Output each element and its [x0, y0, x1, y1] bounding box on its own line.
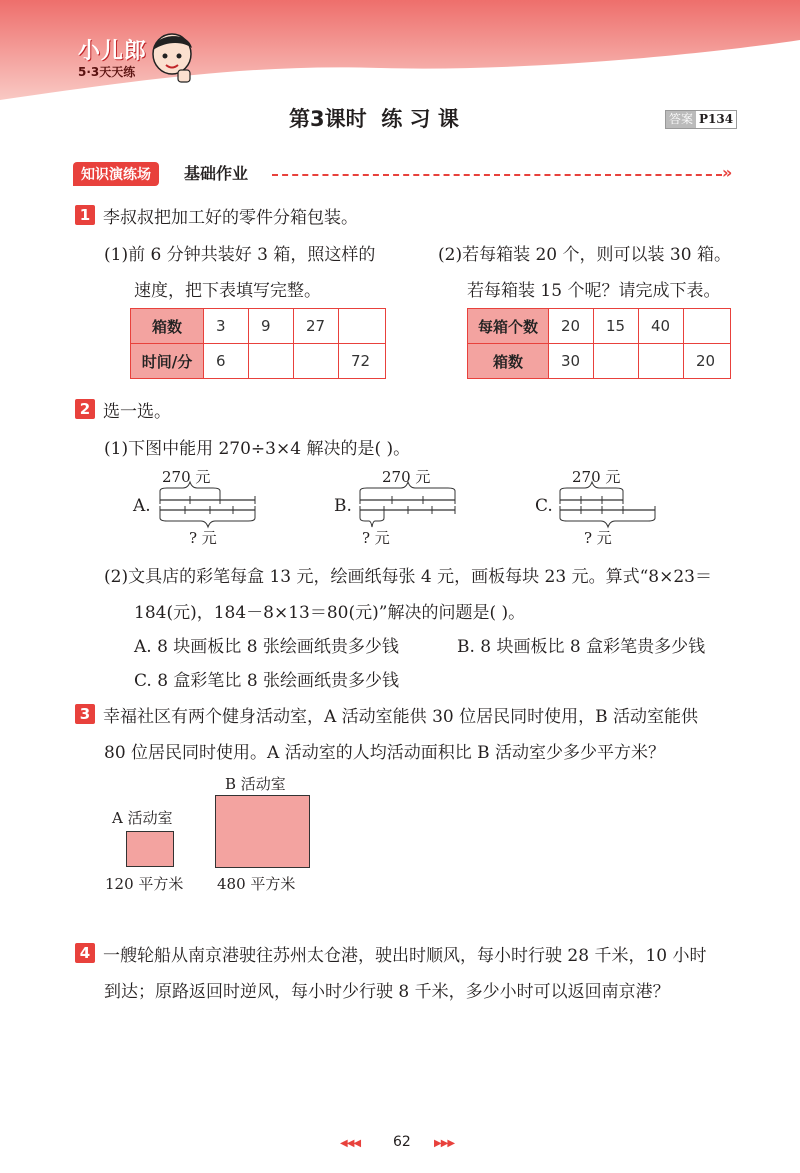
- q2-option-c: C. 8 盒彩笔比 8 张绘画纸贵多少钱: [134, 671, 400, 691]
- q2-part2-line1: (2)文具店的彩笔每盒 13 元，绘画纸每张 4 元，画板每块 23 元。算式“8×23＝: [104, 567, 712, 587]
- room-a-area: 120 平方米: [105, 875, 184, 893]
- answer-reference: [665, 110, 737, 129]
- option-letter: C.: [535, 496, 553, 516]
- q4-line2: 到达；原路返回时逆风，每小时少行驶 8 千米，多少小时可以返回南京港？: [104, 982, 670, 1002]
- q1-table-count-boxes: [467, 308, 731, 379]
- table-header: 箱数: [131, 309, 204, 344]
- table-cell[interactable]: 72: [339, 344, 386, 379]
- table-header: 箱数: [468, 344, 549, 379]
- table-cell[interactable]: 30: [549, 344, 594, 379]
- page-title: 第3课时 练 习 课: [289, 107, 459, 131]
- diagram-bottom-label: ? 元: [584, 529, 612, 547]
- diagram-top-label: 270 元: [572, 468, 621, 486]
- section-divider: [272, 174, 722, 176]
- chevron-right-icon: »: [722, 163, 733, 182]
- diagram-top-label: 270 元: [382, 468, 431, 486]
- section-tab: 知识演练场: [73, 162, 159, 186]
- q1-part2-line2: 若每箱装 15 个呢？请完成下表。: [467, 281, 721, 301]
- q1-part1-line2: 速度，把下表填写完整。: [134, 281, 321, 301]
- answer-label: 答案: [666, 111, 696, 128]
- table-cell[interactable]: 40: [639, 309, 684, 344]
- option-c-segment-diagram: [555, 480, 665, 530]
- table-cell[interactable]: 3: [204, 309, 249, 344]
- answer-page: P134: [699, 112, 734, 126]
- q2-option-a: A. 8 块画板比 8 张绘画纸贵多少钱: [134, 637, 399, 657]
- table-cell[interactable]: 20: [549, 309, 594, 344]
- q1-part1-line1: (1)前 6 分钟共装好 3 箱，照这样的: [104, 245, 376, 265]
- table-cell[interactable]: 15: [594, 309, 639, 344]
- q2-part1-line: (1)下图中能用 270÷3×4 解决的是( )。: [104, 439, 411, 459]
- table-cell[interactable]: 27: [294, 309, 339, 344]
- question-number: 1: [75, 205, 95, 225]
- room-b-area: 480 平方米: [217, 875, 296, 893]
- room-b-shape: [215, 795, 310, 868]
- table-cell[interactable]: [639, 344, 684, 379]
- table-cell[interactable]: [684, 309, 731, 344]
- table-cell[interactable]: [594, 344, 639, 379]
- table-cell[interactable]: 9: [249, 309, 294, 344]
- q1-part2-line1: (2)若每箱装 20 个，则可以装 30 箱。: [438, 245, 731, 265]
- brand-name: 小儿郎: [78, 39, 148, 64]
- option-b-segment-diagram: [355, 480, 465, 530]
- question-number: 4: [75, 943, 95, 963]
- q2-option-b: B. 8 块画板比 8 盒彩笔贵多少钱: [457, 637, 706, 657]
- room-b-label: B 活动室: [225, 775, 286, 793]
- table-cell[interactable]: 6: [204, 344, 249, 379]
- section-subtitle: 基础作业: [184, 164, 249, 183]
- q4-line1: 一艘轮船从南京港驶往苏州太仓港，驶出时顺风，每小时行驶 28 千米，10 小时: [103, 946, 707, 966]
- room-a-shape: [126, 831, 174, 867]
- right-arrows-icon: ▶▶▶: [434, 1138, 455, 1149]
- option-a-segment-diagram: [155, 480, 265, 530]
- brand-logo: [78, 34, 147, 80]
- q1-table-boxes-time: [130, 308, 386, 379]
- option-letter: B.: [334, 496, 352, 516]
- question-number: 3: [75, 704, 95, 724]
- room-a-label: A 活动室: [112, 809, 173, 827]
- left-arrows-icon: ◀◀◀: [340, 1138, 361, 1149]
- brand-series: 5·3天天练: [78, 65, 136, 79]
- table-cell[interactable]: [339, 309, 386, 344]
- question-stem: 选一选。: [103, 402, 171, 422]
- diagram-bottom-label: ? 元: [362, 529, 390, 547]
- diagram-top-label: 270 元: [162, 468, 211, 486]
- mascot-icon: [148, 28, 198, 84]
- table-header: 时间/分: [131, 344, 204, 379]
- q3-line2: 80 位居民同时使用。A 活动室的人均活动面积比 B 活动室少多少平方米？: [104, 743, 666, 763]
- q3-line1: 幸福社区有两个健身活动室，A 活动室能供 30 位居民同时使用，B 活动室能供: [103, 707, 699, 727]
- question-stem: 李叔叔把加工好的零件分箱包装。: [103, 208, 358, 228]
- table-header: 每箱个数: [468, 309, 549, 344]
- q2-part2-line2: 184(元)，184－8×13＝80(元)”解决的问题是( )。: [134, 603, 526, 623]
- table-cell[interactable]: [294, 344, 339, 379]
- page-number: 62: [393, 1134, 411, 1150]
- table-cell[interactable]: [249, 344, 294, 379]
- diagram-bottom-label: ? 元: [189, 529, 217, 547]
- question-number: 2: [75, 399, 95, 419]
- table-cell[interactable]: 20: [684, 344, 731, 379]
- option-letter: A.: [133, 496, 151, 516]
